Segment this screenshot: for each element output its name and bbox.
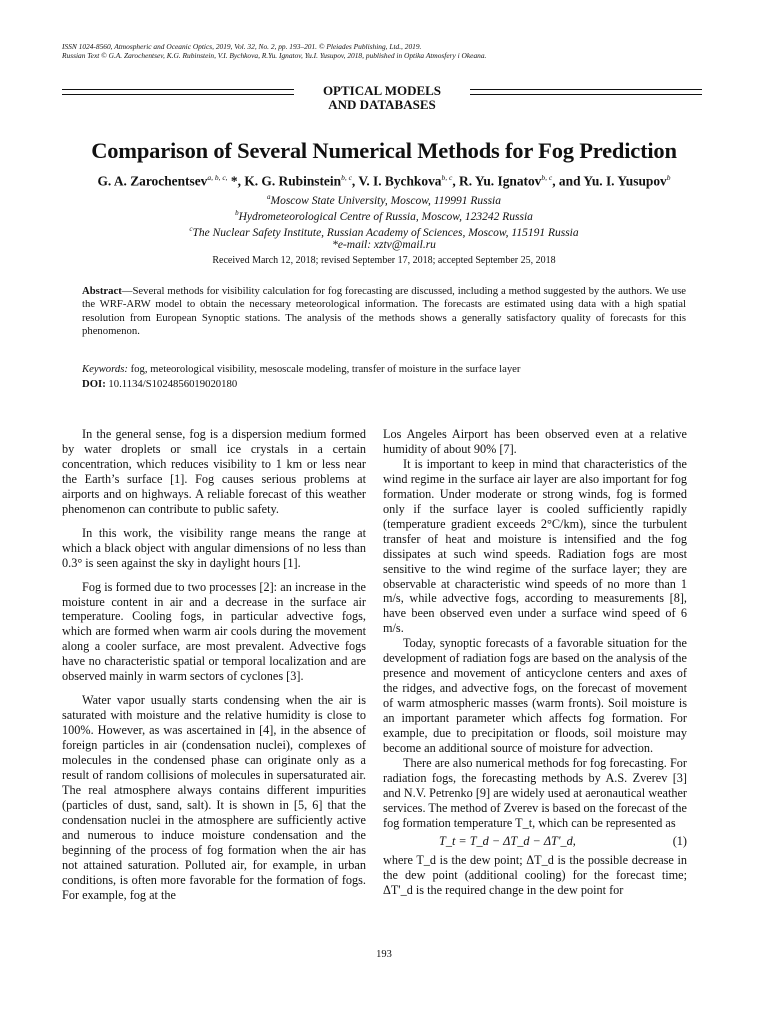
author-list [40,170,728,189]
body-paragraph: It is important to keep in mind that characteristics of the wind regime in the surface air layer are also important for fog formation. Under moderate or strong winds, fog is formed only if the surface layer is cooled sufficiently rapidly (temperature gradient exceeds 2°C/km), since the turbulent transfer of heat and moisture is intensified and the fog dissipates at such wind speeds. Radiation fogs are most sensitive to the wind regime of the surface layer; they are observable at characteristic wind speeds of no more than 1 m/s, while advective fogs, according to measurements [8], have been observed even under a surface wind speed of 6 m/s. [383,456,687,636]
author-name: K. G. Rubinstein [244,173,342,189]
author-name: V. I. Bychkova [358,173,442,189]
keywords [82,363,702,376]
page-number: 193 [376,949,392,960]
journal-header-line-1: ISSN 1024-8560, Atmospheric and Oceanic Optics, 2019, Vol. 32, No. 2, pp. 193–201. © Pleiades Publishing, Ltd., 2019. [62,42,422,51]
equation-1 [383,831,687,853]
equation-number: (1) [672,833,687,848]
abstract-text: —Several methods for visibility calculation for fog forecasting are discussed, including a method suggested by the authors. We use the WRF-ARW model to obtain the necessary meteorological information. The forecasts are estimated using data with a high spatial resolution from European Synoptic stations. The analysis of the methods shows a generally satisfactory quality of forecasts for this phenomenon. [82,285,686,338]
author-affiliation-marks: b, c [541,173,553,182]
doi-label: DOI: [82,378,106,390]
doi [82,378,702,391]
section-title-line-1: OPTICAL MODELS [322,83,442,98]
body-paragraph: Fog is formed due to two processes [2]: an increase in the moisture content in air and a decrease in the surface air temperature. Cooling fogs, in particular advective fogs, which are formed when warm air cools during the movement along a cooler surface, are most prevalent. Advective fogs have no characteristic spatial or temporal localization and are observed mainly in warm sectors of cyclones [3]. [62,579,366,684]
author-separator: , and [552,173,584,189]
doi-value[interactable]: 10.1134/S1024856019020180 [105,378,238,390]
body-paragraph: There are also numerical methods for fog forecasting. For radiation fogs, the forecasting methods by A.S. Zverev [3] and N.V. Petrenko [9] are widely used at aeronautical weather services. The method of Zverev is based on the forecast of the fog formation temperature T_t, which can be represented as [383,755,687,830]
affiliation-text: Moscow State University, Moscow, 119991 Russia [270,194,501,207]
body-paragraph: Los Angeles Airport has been observed even at a relative humidity of about 90% [7]. [383,427,687,456]
author-email[interactable]: *e-mail: xztv@mail.ru [332,239,436,251]
abstract-label: Abstract [82,285,122,297]
journal-header-line-2: Russian Text © G.A. Zarochentsev, K.G. Rubinstein, V.I. Bychkova, R.Yu. Ignatov, Yu.I. Yusupov, 2018, published in Optika Atmosfery i Okeana. [62,51,487,60]
keywords-text: fog, meteorological visibility, mesoscale modeling, transfer of moisture in the surface layer [127,363,521,375]
paper-title: Comparison of Several Numerical Methods for Fog Prediction [91,138,677,163]
affiliation-mark: a [266,193,271,201]
equation-expression: T_t = T_d − ΔT_d − ΔT'_d, [439,833,576,848]
author-affiliation-marks: b, c [441,173,453,182]
abstract [82,285,686,339]
author-affiliation-marks: b, c [341,173,352,182]
section-title-line-2: AND DATABASES [328,97,436,112]
body-column-right [383,427,687,898]
corresponding-author-mark: *, [227,173,245,189]
body-paragraph: Water vapor usually starts condensing when the air is saturated with moisture and the relative humidity is close to 100%. However, as was ascertained in [4], in the absence of foreign particles in air (condensation nuclei), complexes of molecules in the condensed phase can originate only as a result of random collisions of molecules in supersaturated air. The real atmosphere always contains different impurities (particles of dust, sand, salt). It is shown in [5, 6] that the condensation nuclei in the atmosphere are sufficiently active and numerous to induce moisture condensation and the beginning of the process of fog formation when the air has not attained saturation. Polluted air, for example, in urban conditions, is often more favorable for the formation of fogs. For example, fog at the [62,693,366,902]
section-heading [62,82,702,114]
author-name: G. A. Zarochentsev [97,173,208,189]
author-name: Yu. I. Yusupov [583,173,667,189]
body-column-left [62,427,366,903]
author-affiliation-marks: b [666,173,671,182]
received-dates: Received March 12, 2018; revised September 17, 2018; accepted September 25, 2018 [212,255,556,266]
body-paragraph: In this work, the visibility range means the range at which a black object with angular dimensions of no less than 0.3° is seen against the sky in daylight hours [1]. [62,525,366,570]
author-separator: , [452,173,460,189]
author-affiliation-marks: a, b, c, [207,173,228,182]
body-paragraph: In the general sense, fog is a dispersion medium formed by water droplets or small ice crystals in a certain concentration, which reduces visibility to 1 km or less near the Earth’s surface [1]. Fog causes serious problems at airports and on highways. A reliable forecast of this weather phenomenon can contribute to public safety. [62,427,366,516]
affiliation-mark: c [189,225,193,233]
author-name: R. Yu. Ignatov [459,173,542,189]
affiliation-mark: b [235,209,239,217]
body-paragraph: where T_d is the dew point; ΔT_d is the possible decrease in the dew point (additional cooling) for the forecast time; ΔT'_d is the required change in the dew point for [383,852,687,897]
affiliation-text: The Nuclear Safety Institute, Russian Academy of Sciences, Moscow, 115191 Russia [192,226,579,239]
body-paragraph: Today, synoptic forecasts of a favorable situation for the development of radiation fogs are based on the analysis of the presence and movement of anticyclone centers and axes of the ridges, and advective fogs, on the forecast of movement of warm atmospheric masses (warm fronts). Soil moisture is an important parameter which affects fog formation. For example, due to precipitation or floods, soil moisture may become an additional source of moisture for advection. [383,636,687,756]
keywords-label: Keywords: [82,363,128,375]
affiliation-text: Hydrometeorological Centre of Russia, Moscow, 123242 Russia [238,210,533,223]
journal-header [62,42,702,60]
author-separator: , [351,173,359,189]
